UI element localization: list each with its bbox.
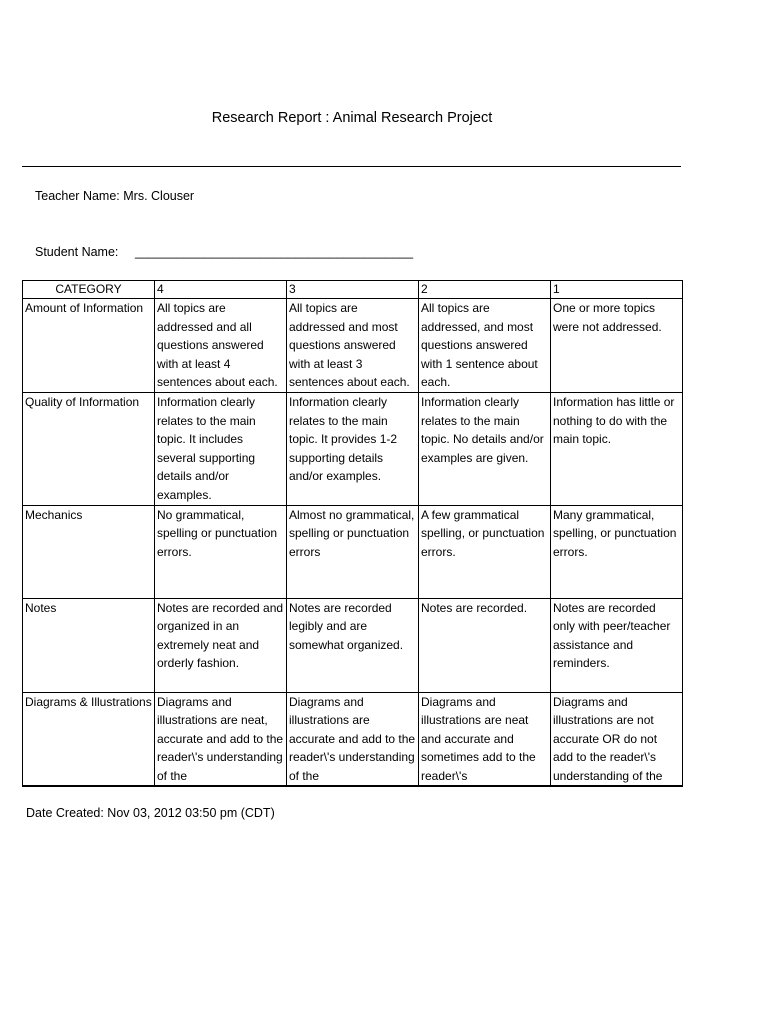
header-score-3: 3 (287, 281, 419, 299)
teacher-name-label: Teacher Name: (35, 189, 120, 203)
score-3-cell: Notes are recorded legibly and are somewhat organized. (287, 598, 419, 692)
document-title: Research Report : Animal Research Project (211, 110, 493, 126)
rubric-header-row (23, 281, 683, 299)
score-4-cell: Information clearly relates to the main topic. It includes several supporting details and/or examples. (155, 393, 287, 506)
header-score-2: 2 (419, 281, 551, 299)
score-4-cell: No grammatical, spelling or punctuation errors. (155, 505, 287, 598)
row-category (23, 692, 155, 786)
row-category: Mechanics (23, 505, 155, 598)
rubric-row-notes (23, 598, 683, 692)
row-category: Amount of Information (23, 299, 155, 393)
score-1-cell: Information has little or nothing to do with the main topic. (551, 393, 683, 506)
date-created: Date Created: Nov 03, 2012 03:50 pm (CDT) (26, 806, 275, 820)
row-category-text: Diagrams & Illustrations (25, 694, 152, 709)
title-divider (22, 166, 681, 167)
score-1-cell: Notes are recorded only with peer/teacher assistance and reminders. (551, 598, 683, 692)
rubric-row-mechanics (23, 505, 683, 598)
score-2-cell: A few grammatical spelling, or punctuation errors. (419, 505, 551, 598)
student-name-blank: ________________________________________ (135, 245, 414, 259)
score-1-cell: Many grammatical, spelling, or punctuation errors. (551, 505, 683, 598)
score-4-cell (155, 692, 287, 786)
score-3-cell (287, 692, 419, 786)
student-name-label: Student Name: (35, 245, 119, 259)
teacher-name-line (35, 189, 194, 203)
score-1-cell: One or more topics were not addressed. (551, 299, 683, 393)
rubric-table (22, 280, 683, 787)
header-score-1: 1 (551, 281, 683, 299)
row-category: Quality of Information (23, 393, 155, 506)
rubric-row-amount-of-information (23, 299, 683, 393)
rubric-row-quality-of-information (23, 393, 683, 506)
score-3-cell: Information clearly relates to the main topic. It provides 1-2 supporting details and/or examples. (287, 393, 419, 506)
score-3-cell: Almost no grammatical, spelling or punctuation errors (287, 505, 419, 598)
score-3-text: Diagrams and illustrations are accurate and add to the reader\'s understanding of the (289, 694, 416, 783)
score-3-cell: All topics are addressed and most questions answered with at least 3 sentences about each. (287, 299, 419, 393)
score-2-cell: All topics are addressed, and most questions answered with 1 sentence about each. (419, 299, 551, 393)
score-4-cell: All topics are addressed and all questions answered with at least 4 sentences about each. (155, 299, 287, 393)
score-2-cell (419, 692, 551, 786)
header-category: CATEGORY (23, 281, 155, 299)
score-1-cell (551, 692, 683, 786)
header-score-4: 4 (155, 281, 287, 299)
score-2-cell: Notes are recorded. (419, 598, 551, 692)
score-2-cell: Information clearly relates to the main topic. No details and/or examples are given. (419, 393, 551, 506)
teacher-name-value: Mrs. Clouser (123, 189, 195, 203)
score-2-text: Diagrams and illustrations are neat and accurate and sometimes add to the reader\'s (421, 694, 536, 783)
row-category: Notes (23, 598, 155, 692)
score-4-cell: Notes are recorded and organized in an extremely neat and orderly fashion. (155, 598, 287, 692)
score-1-text: Diagrams and illustrations are not accurate OR do not add to the reader\'s understanding of the (553, 694, 663, 783)
student-name-line (35, 245, 414, 259)
score-4-text: Diagrams and illustrations are neat, accurate and add to the reader\'s understanding of the (157, 694, 284, 783)
rubric-row-diagrams-illustrations (23, 692, 683, 786)
